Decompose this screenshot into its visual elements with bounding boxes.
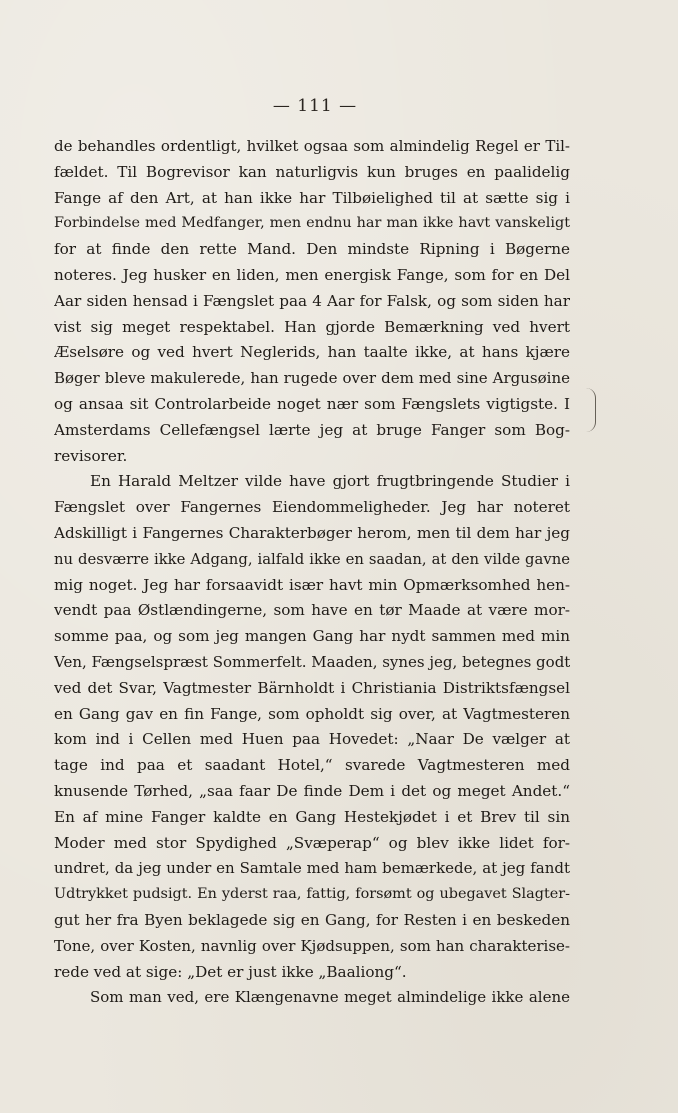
text-line: En af mine Fanger kaldte en Gang Hestekjødet i et Brev til sin <box>54 807 570 826</box>
body-text <box>54 134 570 1011</box>
text-line: Bøger bleve makulerede, han rugede over dem med sine Argusøine <box>54 369 570 388</box>
text-line: gut her fra Byen beklagede sig en Gang, for Resten i en beskeden <box>54 910 570 929</box>
text-line: Fængslet over Fangernes Eiendommeligheder. Jeg har noteret <box>54 498 570 517</box>
text-line: Moder med stor Spydighed „Svæperap“ og blev ikke lidet for- <box>54 833 570 852</box>
text-line: Æselsøre og ved hvert Neglerids, han taalte ikke, at hans kjære <box>54 343 570 362</box>
text-line: de behandles ordentligt, hvilket ogsaa som almindelig Regel er Til- <box>54 137 570 155</box>
text-line: en Gang gav en fin Fange, som opholdt sig over, at Vagtmesteren <box>54 704 570 723</box>
text-line: Ven, Fængselspræst Sommerfelt. Maaden, synes jeg, betegnes godt <box>54 652 570 671</box>
text-line: kom ind i Cellen med Huen paa Hovedet: „Naar De vælger at <box>54 730 570 749</box>
text-line: Adskilligt i Fangernes Charakterbøger herom, men til dem har jeg <box>54 523 570 542</box>
text-line: mig noget. Jeg har forsaavidt især havt min Opmærksomhed hen- <box>54 575 570 594</box>
text-line: ved det Svar, Vagtmester Bärnholdt i Christiania Distriktsfængsel <box>54 678 570 697</box>
text-line: for at finde den rette Mand. Den mindste Ripning i Bøgerne <box>54 240 570 259</box>
text-line: noteres. Jeg husker en liden, men energisk Fange, som for en Del <box>54 265 570 284</box>
text-line: somme paa, og som jeg mangen Gang har nydt sammen med min <box>54 627 570 646</box>
text-line: tage ind paa et saadant Hotel,“ svarede Vagtmesteren med <box>54 756 570 775</box>
text-line: nu desværre ikke Adgang, ialfald ikke en saadan, at den vilde gavne <box>54 550 570 568</box>
text-line: Aar siden hensad i Fængslet paa 4 Aar for Falsk, og som siden har <box>54 291 570 310</box>
text-line: En Harald Meltzer vilde have gjort frugtbringende Studier i <box>90 472 570 491</box>
text-line: Tone, over Kosten, navnlig over Kjødsuppen, som han charakterise- <box>54 936 570 955</box>
margin-pencil-mark <box>581 388 596 432</box>
text-line: Fange af den Art, at han ikke har Tilbøielighed til at sætte sig i <box>54 188 570 207</box>
text-line: revisorer. <box>54 446 128 465</box>
text-line: rede ved at sige: „Det er just ikke „Baaliong“. <box>54 962 407 981</box>
text-line: undret, da jeg under en Samtale med ham bemærkede, at jeg fandt <box>54 859 570 878</box>
text-line: Amsterdams Cellefængsel lærte jeg at bruge Fanger som Bog- <box>54 420 570 439</box>
text-line: vendt paa Østlændingerne, som have en tør Maade at være mor- <box>54 601 570 620</box>
text-line: vist sig meget respektabel. Han gjorde Bemærkning ved hvert <box>54 317 570 336</box>
text-line: og ansaa sit Controlarbeide noget nær som Fængslets vigtigste. I <box>54 394 570 413</box>
text-line: Forbindelse med Medfanger, men endnu har man ikke havt vanskeligt <box>54 215 570 232</box>
text-line: fældet. Til Bogrevisor kan naturligvis kun bruges en paalidelig <box>54 162 570 181</box>
text-line: knusende Tørhed, „saa faar De finde Dem i det og meget Andet.“ <box>54 781 570 800</box>
page-number: — 111 — <box>272 96 358 116</box>
text-line: Udtrykket pudsigt. En yderst raa, fattig, forsømt og ubegavet Slagter- <box>54 886 570 903</box>
text-line: Som man ved, ere Klængenavne meget almindelige ikke alene <box>90 988 570 1007</box>
